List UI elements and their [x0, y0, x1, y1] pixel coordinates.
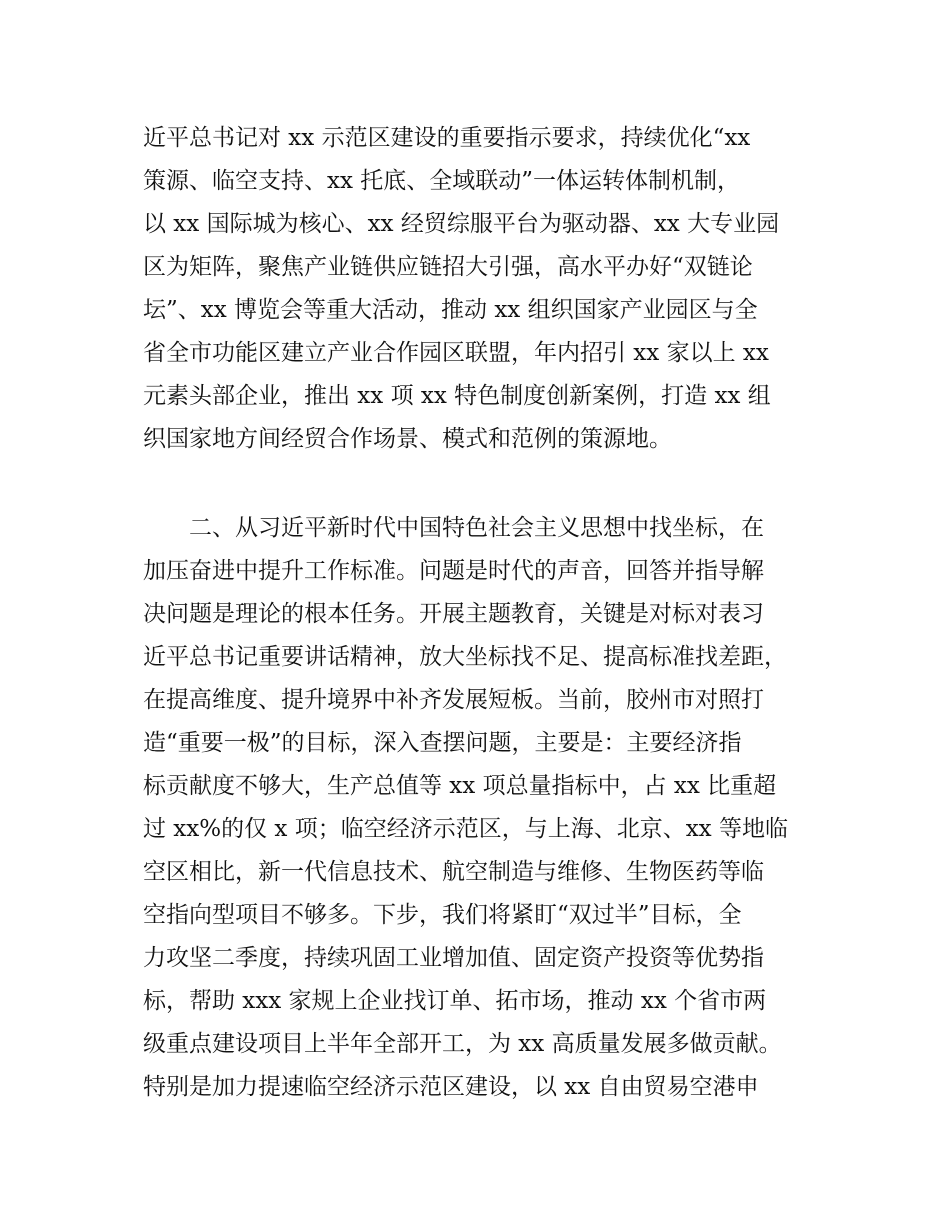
- paragraph-line: 标，帮助 xxx 家规上企业找订单、拓市场，推动 xx 个省市两: [143, 988, 767, 1014]
- paragraph-line: 空指向型项目不够多。下步，我们将紧盯“双过半”目标，全: [143, 902, 742, 928]
- paragraph-line: 在提高维度、提升境界中补齐发展短板。当前，胶州市对照打: [143, 687, 764, 713]
- paragraph-1: [143, 117, 823, 461]
- paragraph-line: 策源、临空支持、xx 托底、全域联动”一体运转体制机制，: [143, 168, 741, 194]
- paragraph-line: 近平总书记重要讲话精神，放大坐标找不足、提高标准找差距，: [143, 644, 787, 670]
- paragraph-line: 特别是加力提速临空经济示范区建设，以 xx 自由贸易空港申: [143, 1074, 759, 1100]
- paragraph-line: 空区相比，新一代信息技术、航空制造与维修、生物医药等临: [143, 859, 764, 885]
- paragraph-line: 以 xx 国际城为核心、xx 经贸综服平台为驱动器、xx 大专业园: [143, 211, 780, 237]
- paragraph-line: 级重点建设项目上半年全部开工，为 xx 高质量发展多做贡献。: [143, 1031, 782, 1057]
- paragraph-line: 造“重要一极”的目标，深入查摆问题，主要是：主要经济指: [143, 730, 742, 756]
- paragraph-2: [143, 507, 823, 1109]
- paragraph-line: 标贡献度不够大，生产总值等 xx 项总量指标中，占 xx 比重超: [143, 773, 777, 799]
- paragraph-line: 过 xx%的仅 x 项；临空经济示范区，与上海、北京、xx 等地临: [143, 816, 788, 842]
- paragraph-line: 决问题是理论的根本任务。开展主题教育，关键是对标对表习: [143, 601, 764, 627]
- paragraph-line: 元素头部企业，推出 xx 项 xx 特色制度创新案例，打造 xx 组: [143, 383, 771, 409]
- paragraph-line: 近平总书记对 xx 示范区建设的重要指示要求，持续优化“xx: [143, 125, 751, 151]
- paragraph-line: 坛”、xx 博览会等重大活动，推动 xx 组织国家产业园区与全: [143, 297, 758, 323]
- paragraph-line: 区为矩阵，聚焦产业链供应链招大引强，高水平办好“双链论: [143, 254, 753, 280]
- paragraph-line: 力攻坚二季度，持续巩固工业增加值、固定资产投资等优势指: [143, 945, 764, 971]
- paragraph-line: 省全市功能区建立产业合作园区联盟，年内招引 xx 家以上 xx: [143, 340, 769, 366]
- paragraph-line: 二、从习近平新时代中国特色社会主义思想中找坐标，在: [143, 515, 764, 541]
- paragraph-line: 织国家地方间经贸合作场景、模式和范例的策源地。: [143, 426, 672, 452]
- paragraph-line: 加压奋进中提升工作标准。问题是时代的声音，回答并指导解: [143, 558, 764, 584]
